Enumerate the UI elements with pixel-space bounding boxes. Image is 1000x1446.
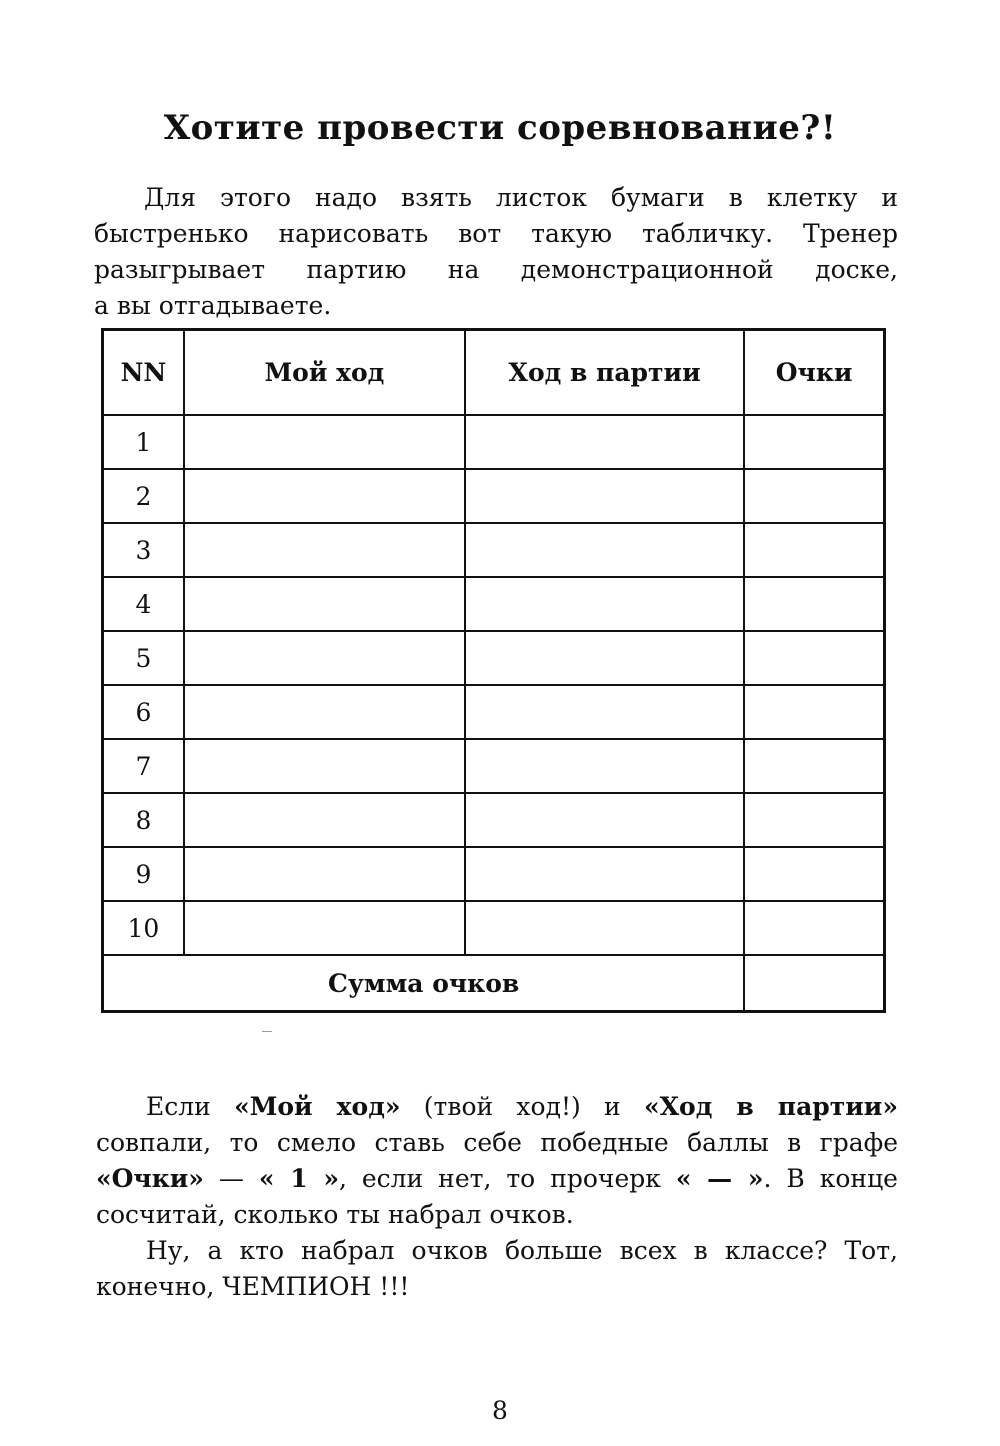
sum-row [103,955,885,1012]
sum-label: Сумма очков [103,955,745,1012]
row-number: 1 [103,415,184,469]
row-number: 4 [103,577,184,631]
row-number: 8 [103,793,184,847]
page-number: 8 [492,1396,508,1425]
my-move-cell [184,577,465,631]
table-row [103,469,885,523]
table-row [103,847,885,901]
table-row [103,793,885,847]
score-table [101,328,886,1013]
game-move-cell [465,847,744,901]
table-row [103,415,885,469]
rules-text-fragment: (твой ход!) и [400,1092,644,1121]
rules-text-fragment: , если нет, то прочерк [338,1164,676,1193]
header-points: Очки [744,330,884,416]
my-move-cell [184,415,465,469]
points-cell [744,523,884,577]
table-header-row [103,330,885,416]
my-move-cell [184,469,465,523]
row-number: 5 [103,631,184,685]
intro-line-4: а вы отгадываете. [94,291,332,320]
rules-bold-game-move: «Ход в партии» [644,1092,898,1121]
my-move-cell [184,793,465,847]
table-row [103,577,885,631]
points-cell [744,739,884,793]
rules-bold-points: «Очки» [96,1164,204,1193]
points-cell [744,793,884,847]
row-number: 9 [103,847,184,901]
rules-bold-my-move: «Мой ход» [234,1092,401,1121]
game-move-cell [465,469,744,523]
row-number: 10 [103,901,184,955]
rules-text [96,1089,898,1305]
game-move-cell [465,577,744,631]
points-cell [744,631,884,685]
page-title: Хотите провести соревнование?! [163,108,837,148]
game-move-cell [465,739,744,793]
game-move-cell [465,901,744,955]
intro-line-1: Для этого надо взять листок бумаги в клетку и [144,183,898,212]
points-cell [744,577,884,631]
rules-paragraph-1 [96,1089,898,1233]
sum-points-cell [744,955,884,1012]
game-move-cell [465,685,744,739]
table-row [103,523,885,577]
my-move-cell [184,847,465,901]
header-my-move: Мой ход [184,330,465,416]
rules-bold-one: « 1 » [258,1164,339,1193]
rules-paragraph-2: Ну, а кто набрал очков больше всех в классе? Тот, конечно, ЧЕМПИОН !!! [96,1236,898,1301]
rules-text-fragment: — [203,1164,259,1193]
rules-text-fragment: . В конце сосчитай, сколько ты набрал очков. [96,1164,898,1229]
table-row [103,739,885,793]
points-cell [744,415,884,469]
row-number: 6 [103,685,184,739]
points-cell [744,469,884,523]
intro-line-2: быстренько нарисовать вот такую табличку. Тренер [94,219,898,248]
game-move-cell [465,523,744,577]
table-row [103,901,885,955]
table-row [103,685,885,739]
stray-mark [262,1031,272,1032]
header-game-move: Ход в партии [465,330,744,416]
points-cell [744,901,884,955]
my-move-cell [184,685,465,739]
my-move-cell [184,739,465,793]
rules-text-fragment: Если [146,1092,235,1121]
points-cell [744,847,884,901]
row-number: 2 [103,469,184,523]
game-move-cell [465,415,744,469]
game-move-cell [465,793,744,847]
row-number: 3 [103,523,184,577]
intro-paragraph [94,180,898,324]
my-move-cell [184,901,465,955]
rules-text-fragment: совпали, то смело ставь себе победные баллы в графе [96,1128,898,1157]
table-body [103,415,885,955]
points-cell [744,685,884,739]
header-nn: NN [103,330,184,416]
intro-line-3: разыгрывает партию на демонстрационной доске, [94,255,898,284]
my-move-cell [184,523,465,577]
row-number: 7 [103,739,184,793]
my-move-cell [184,631,465,685]
rules-bold-dash: « — » [675,1164,764,1193]
game-move-cell [465,631,744,685]
table-row [103,631,885,685]
